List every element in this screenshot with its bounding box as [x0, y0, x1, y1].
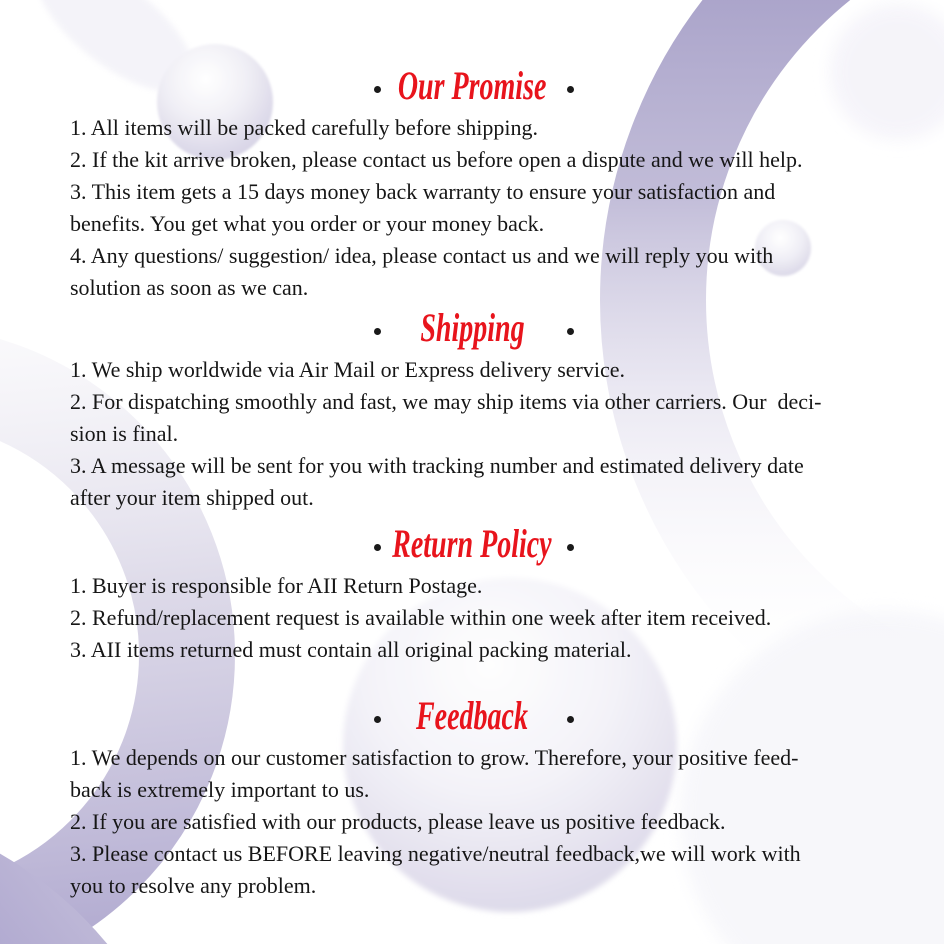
section-body [0, 354, 944, 514]
policy-line: 3. A message will be sent for you with tracking number and estimated delivery date [70, 453, 804, 478]
policy-line: after your item shipped out. [70, 485, 314, 510]
section-feedback [0, 692, 944, 902]
section-title: Return Policy [392, 521, 552, 566]
bullet-dot-left [374, 86, 381, 93]
bullet-dot-left [374, 328, 381, 335]
policy-line: 2. If the kit arrive broken, please contact us before open a dispute and we will help. [70, 147, 803, 172]
policy-line: you to resolve any problem. [70, 873, 317, 898]
bullet-dot-right [567, 86, 574, 93]
bullet-dot-right [567, 328, 574, 335]
bullet-dot-right [567, 544, 574, 551]
policy-line: 1. We depends on our customer satisfaction to grow. Therefore, your positive feed- [70, 745, 799, 770]
policy-line: 2. For dispatching smoothly and fast, we may ship items via other carriers. Our deci- [70, 389, 822, 414]
bullet-dot-left [374, 716, 381, 723]
policy-line: 1. Buyer is responsible for AII Return Postage. [70, 573, 483, 598]
section-shipping [0, 304, 944, 514]
policy-line: solution as soon as we can. [70, 275, 309, 300]
section-heading [0, 304, 944, 352]
section-title: Shipping [419, 305, 525, 350]
policy-line: back is extremely important to us. [70, 777, 370, 802]
policy-line: benefits. You get what you order or your money back. [70, 211, 545, 236]
policy-line: 1. We ship worldwide via Air Mail or Express delivery service. [70, 357, 626, 382]
policy-line: 3. AII items returned must contain all original packing material. [70, 637, 632, 662]
policy-line: 2. If you are satisfied with our products, please leave us positive feedback. [70, 809, 726, 834]
bullet-dot-right [567, 716, 574, 723]
policy-line: 4. Any questions/ suggestion/ idea, please contact us and we will reply you with [70, 243, 774, 268]
section-title: Feedback [416, 693, 528, 738]
section-heading [0, 520, 944, 568]
section-body [0, 112, 944, 304]
section-return-policy [0, 520, 944, 666]
section-heading [0, 692, 944, 740]
policy-line: 1. All items will be packed carefully before shipping. [70, 115, 538, 140]
policy-line: 3. This item gets a 15 days money back warranty to ensure your satisfaction and [70, 179, 776, 204]
section-body [0, 742, 944, 902]
policy-line: sion is final. [70, 421, 179, 446]
section-body [0, 570, 944, 666]
section-our-promise [0, 62, 944, 304]
policy-line: 2. Refund/replacement request is available within one week after item received. [70, 605, 772, 630]
policy-line: 3. Please contact us BEFORE leaving negative/neutral feedback,we will work with [70, 841, 801, 866]
section-heading [0, 62, 944, 110]
section-title: Our Promise [397, 63, 547, 108]
bullet-dot-left [374, 544, 381, 551]
